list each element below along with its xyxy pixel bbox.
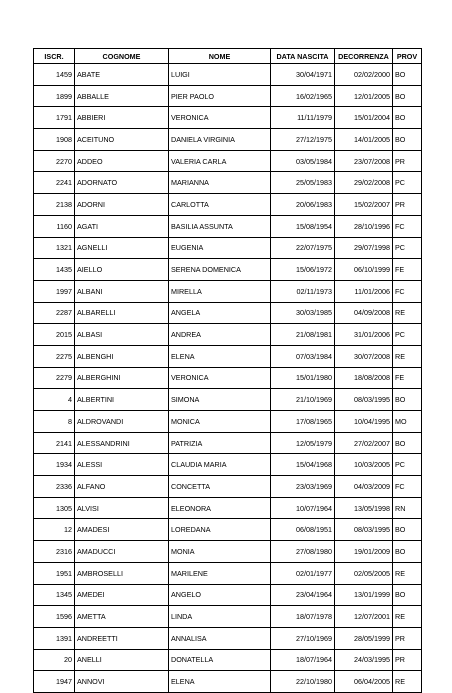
cell-data-nascita: 27/08/1980 — [271, 541, 335, 563]
cell-cognome: AMADESI — [75, 519, 169, 541]
header-nome: NOME — [169, 49, 271, 64]
cell-prov: BO — [393, 584, 422, 606]
cell-iscr: 1947 — [34, 671, 75, 693]
cell-data-nascita: 15/08/1954 — [271, 215, 335, 237]
cell-prov: BO — [393, 129, 422, 151]
cell-iscr: 2287 — [34, 302, 75, 324]
cell-decorrenza: 31/01/2006 — [335, 324, 393, 346]
cell-decorrenza: 12/07/2001 — [335, 606, 393, 628]
header-decorrenza: DECORRENZA — [335, 49, 393, 64]
cell-iscr: 1459 — [34, 64, 75, 86]
cell-prov: BO — [393, 107, 422, 129]
cell-iscr: 1908 — [34, 129, 75, 151]
cell-iscr: 1321 — [34, 237, 75, 259]
table-row — [34, 129, 422, 151]
cell-data-nascita: 18/07/1964 — [271, 649, 335, 671]
cell-cognome: AGATI — [75, 215, 169, 237]
cell-decorrenza: 08/03/1995 — [335, 519, 393, 541]
table-row — [34, 107, 422, 129]
cell-cognome: AMADUCCI — [75, 541, 169, 563]
cell-cognome: ABBIERI — [75, 107, 169, 129]
table-row — [34, 476, 422, 498]
cell-decorrenza: 24/03/1995 — [335, 649, 393, 671]
cell-prov: RN — [393, 497, 422, 519]
cell-prov: FC — [393, 215, 422, 237]
cell-prov: PC — [393, 454, 422, 476]
cell-nome: BASILIA ASSUNTA — [169, 215, 271, 237]
cell-cognome: AGNELLI — [75, 237, 169, 259]
cell-iscr: 1305 — [34, 497, 75, 519]
table-row — [34, 671, 422, 693]
cell-decorrenza: 23/07/2008 — [335, 150, 393, 172]
cell-data-nascita: 18/07/1978 — [271, 606, 335, 628]
cell-data-nascita: 02/11/1973 — [271, 280, 335, 302]
cell-cognome: ADDEO — [75, 150, 169, 172]
cell-nome: CONCETTA — [169, 476, 271, 498]
cell-cognome: ALBERTINI — [75, 389, 169, 411]
cell-nome: MARILENE — [169, 562, 271, 584]
cell-cognome: ALESSI — [75, 454, 169, 476]
cell-cognome: AIELLO — [75, 259, 169, 281]
header-iscr: ISCR. — [34, 49, 75, 64]
cell-prov: BO — [393, 64, 422, 86]
cell-prov: FE — [393, 259, 422, 281]
cell-cognome: ANNOVI — [75, 671, 169, 693]
cell-prov: BO — [393, 432, 422, 454]
cell-nome: LUIGI — [169, 64, 271, 86]
cell-cognome: ALBENGHI — [75, 345, 169, 367]
cell-prov: RE — [393, 345, 422, 367]
cell-decorrenza: 19/01/2009 — [335, 541, 393, 563]
cell-cognome: ALBARELLI — [75, 302, 169, 324]
cell-iscr: 1791 — [34, 107, 75, 129]
cell-decorrenza: 29/02/2008 — [335, 172, 393, 194]
cell-nome: SIMONA — [169, 389, 271, 411]
cell-nome: MONICA — [169, 411, 271, 433]
cell-data-nascita: 27/12/1975 — [271, 129, 335, 151]
cell-prov: BO — [393, 85, 422, 107]
cell-prov: FC — [393, 476, 422, 498]
cell-cognome: ANELLI — [75, 649, 169, 671]
table-row — [34, 562, 422, 584]
cell-nome: ANNALISA — [169, 627, 271, 649]
cell-data-nascita: 03/05/1984 — [271, 150, 335, 172]
cell-nome: ANDREA — [169, 324, 271, 346]
table-row — [34, 584, 422, 606]
cell-decorrenza: 15/01/2004 — [335, 107, 393, 129]
cell-iscr: 1934 — [34, 454, 75, 476]
cell-prov: BO — [393, 519, 422, 541]
cell-data-nascita: 22/07/1975 — [271, 237, 335, 259]
cell-prov: RE — [393, 606, 422, 628]
cell-iscr: 2275 — [34, 345, 75, 367]
cell-nome: LINDA — [169, 606, 271, 628]
cell-prov: RE — [393, 671, 422, 693]
cell-iscr: 2279 — [34, 367, 75, 389]
cell-iscr: 2241 — [34, 172, 75, 194]
cell-iscr: 2015 — [34, 324, 75, 346]
cell-prov: BO — [393, 541, 422, 563]
table-row — [34, 411, 422, 433]
cell-data-nascita: 23/03/1969 — [271, 476, 335, 498]
cell-nome: ANGELA — [169, 302, 271, 324]
table-row — [34, 606, 422, 628]
cell-nome: VALERIA CARLA — [169, 150, 271, 172]
cell-data-nascita: 23/04/1964 — [271, 584, 335, 606]
table-row — [34, 215, 422, 237]
cell-data-nascita: 25/05/1983 — [271, 172, 335, 194]
cell-cognome: ALBERGHINI — [75, 367, 169, 389]
cell-cognome: ALESSANDRINI — [75, 432, 169, 454]
cell-decorrenza: 12/01/2005 — [335, 85, 393, 107]
cell-iscr: 12 — [34, 519, 75, 541]
cell-data-nascita: 16/02/1965 — [271, 85, 335, 107]
cell-cognome: ALBANI — [75, 280, 169, 302]
cell-nome: MIRELLA — [169, 280, 271, 302]
cell-nome: ELEONORA — [169, 497, 271, 519]
cell-nome: MONIA — [169, 541, 271, 563]
cell-prov: PR — [393, 627, 422, 649]
table-row — [34, 85, 422, 107]
cell-nome: LOREDANA — [169, 519, 271, 541]
cell-prov: PC — [393, 324, 422, 346]
cell-nome: PATRIZIA — [169, 432, 271, 454]
cell-data-nascita: 12/05/1979 — [271, 432, 335, 454]
cell-cognome: ADORNATO — [75, 172, 169, 194]
cell-decorrenza: 30/07/2008 — [335, 345, 393, 367]
cell-nome: CLAUDIA MARIA — [169, 454, 271, 476]
cell-prov: PR — [393, 649, 422, 671]
cell-data-nascita: 07/03/1984 — [271, 345, 335, 367]
cell-decorrenza: 04/09/2008 — [335, 302, 393, 324]
cell-data-nascita: 06/08/1951 — [271, 519, 335, 541]
cell-nome: PIER PAOLO — [169, 85, 271, 107]
cell-nome: ELENA — [169, 345, 271, 367]
cell-iscr: 1997 — [34, 280, 75, 302]
cell-nome: CARLOTTA — [169, 194, 271, 216]
table-row — [34, 280, 422, 302]
table-row — [34, 627, 422, 649]
table-row — [34, 454, 422, 476]
cell-data-nascita: 30/03/1985 — [271, 302, 335, 324]
table-row — [34, 259, 422, 281]
cell-decorrenza: 15/02/2007 — [335, 194, 393, 216]
cell-decorrenza: 06/10/1999 — [335, 259, 393, 281]
table-row — [34, 150, 422, 172]
cell-iscr: 1899 — [34, 85, 75, 107]
cell-cognome: ABATE — [75, 64, 169, 86]
header-prov: PROV — [393, 49, 422, 64]
cell-cognome: ADORNI — [75, 194, 169, 216]
cell-data-nascita: 02/01/1977 — [271, 562, 335, 584]
table-body — [34, 64, 422, 693]
cell-data-nascita: 21/10/1969 — [271, 389, 335, 411]
cell-prov: FC — [393, 280, 422, 302]
cell-decorrenza: 04/03/2009 — [335, 476, 393, 498]
cell-prov: PC — [393, 237, 422, 259]
cell-cognome: ACEITUNO — [75, 129, 169, 151]
cell-data-nascita: 21/08/1981 — [271, 324, 335, 346]
cell-nome: VERONICA — [169, 107, 271, 129]
cell-data-nascita: 15/01/1980 — [271, 367, 335, 389]
cell-decorrenza: 02/02/2000 — [335, 64, 393, 86]
registry-table — [33, 48, 422, 693]
header-data-nascita: DATA NASCITA — [271, 49, 335, 64]
cell-cognome: ANDREETTI — [75, 627, 169, 649]
cell-iscr: 1435 — [34, 259, 75, 281]
cell-iscr: 2316 — [34, 541, 75, 563]
cell-data-nascita: 11/11/1979 — [271, 107, 335, 129]
cell-decorrenza: 18/08/2008 — [335, 367, 393, 389]
cell-nome: VERONICA — [169, 367, 271, 389]
cell-iscr: 2138 — [34, 194, 75, 216]
table-row — [34, 649, 422, 671]
table-row — [34, 541, 422, 563]
cell-nome: SERENA DOMENICA — [169, 259, 271, 281]
cell-cognome: ABBALLE — [75, 85, 169, 107]
cell-prov: PR — [393, 194, 422, 216]
cell-decorrenza: 13/05/1998 — [335, 497, 393, 519]
table-row — [34, 237, 422, 259]
cell-iscr: 2270 — [34, 150, 75, 172]
cell-nome: DONATELLA — [169, 649, 271, 671]
table-row — [34, 367, 422, 389]
table-row — [34, 345, 422, 367]
cell-iscr: 2336 — [34, 476, 75, 498]
cell-iscr: 1391 — [34, 627, 75, 649]
cell-decorrenza: 11/01/2006 — [335, 280, 393, 302]
cell-data-nascita: 15/04/1968 — [271, 454, 335, 476]
cell-decorrenza: 10/03/2005 — [335, 454, 393, 476]
table-row — [34, 302, 422, 324]
cell-cognome: AMBROSELLI — [75, 562, 169, 584]
cell-iscr: 1345 — [34, 584, 75, 606]
cell-data-nascita: 22/10/1980 — [271, 671, 335, 693]
cell-data-nascita: 10/07/1964 — [271, 497, 335, 519]
cell-decorrenza: 28/05/1999 — [335, 627, 393, 649]
cell-cognome: ALBASI — [75, 324, 169, 346]
table-row — [34, 172, 422, 194]
cell-nome: ANGELO — [169, 584, 271, 606]
cell-prov: PR — [393, 150, 422, 172]
cell-decorrenza: 10/04/1995 — [335, 411, 393, 433]
cell-nome: ELENA — [169, 671, 271, 693]
cell-prov: FE — [393, 367, 422, 389]
header-cognome: COGNOME — [75, 49, 169, 64]
cell-iscr: 8 — [34, 411, 75, 433]
cell-data-nascita: 15/06/1972 — [271, 259, 335, 281]
cell-nome: MARIANNA — [169, 172, 271, 194]
cell-prov: BO — [393, 389, 422, 411]
cell-decorrenza: 29/07/1998 — [335, 237, 393, 259]
table-row — [34, 64, 422, 86]
table-row — [34, 194, 422, 216]
cell-cognome: ALDROVANDI — [75, 411, 169, 433]
cell-prov: MO — [393, 411, 422, 433]
table-row — [34, 497, 422, 519]
cell-prov: PC — [393, 172, 422, 194]
cell-decorrenza: 14/01/2005 — [335, 129, 393, 151]
table-row — [34, 324, 422, 346]
table-row — [34, 519, 422, 541]
cell-decorrenza: 02/05/2005 — [335, 562, 393, 584]
cell-cognome: AMEDEI — [75, 584, 169, 606]
cell-nome: EUGENIA — [169, 237, 271, 259]
cell-decorrenza: 28/10/1996 — [335, 215, 393, 237]
cell-iscr: 1596 — [34, 606, 75, 628]
cell-data-nascita: 20/06/1983 — [271, 194, 335, 216]
cell-decorrenza: 27/02/2007 — [335, 432, 393, 454]
cell-prov: RE — [393, 302, 422, 324]
cell-data-nascita: 27/10/1969 — [271, 627, 335, 649]
cell-data-nascita: 30/04/1971 — [271, 64, 335, 86]
cell-prov: RE — [393, 562, 422, 584]
table-row — [34, 432, 422, 454]
cell-nome: DANIELA VIRGINIA — [169, 129, 271, 151]
cell-decorrenza: 08/03/1995 — [335, 389, 393, 411]
header-row — [34, 49, 422, 64]
cell-iscr: 20 — [34, 649, 75, 671]
table-row — [34, 389, 422, 411]
cell-iscr: 4 — [34, 389, 75, 411]
cell-cognome: AMETTA — [75, 606, 169, 628]
cell-iscr: 2141 — [34, 432, 75, 454]
cell-iscr: 1951 — [34, 562, 75, 584]
cell-cognome: ALVISI — [75, 497, 169, 519]
cell-decorrenza: 06/04/2005 — [335, 671, 393, 693]
cell-data-nascita: 17/08/1965 — [271, 411, 335, 433]
cell-iscr: 1160 — [34, 215, 75, 237]
cell-cognome: ALFANO — [75, 476, 169, 498]
cell-decorrenza: 13/01/1999 — [335, 584, 393, 606]
